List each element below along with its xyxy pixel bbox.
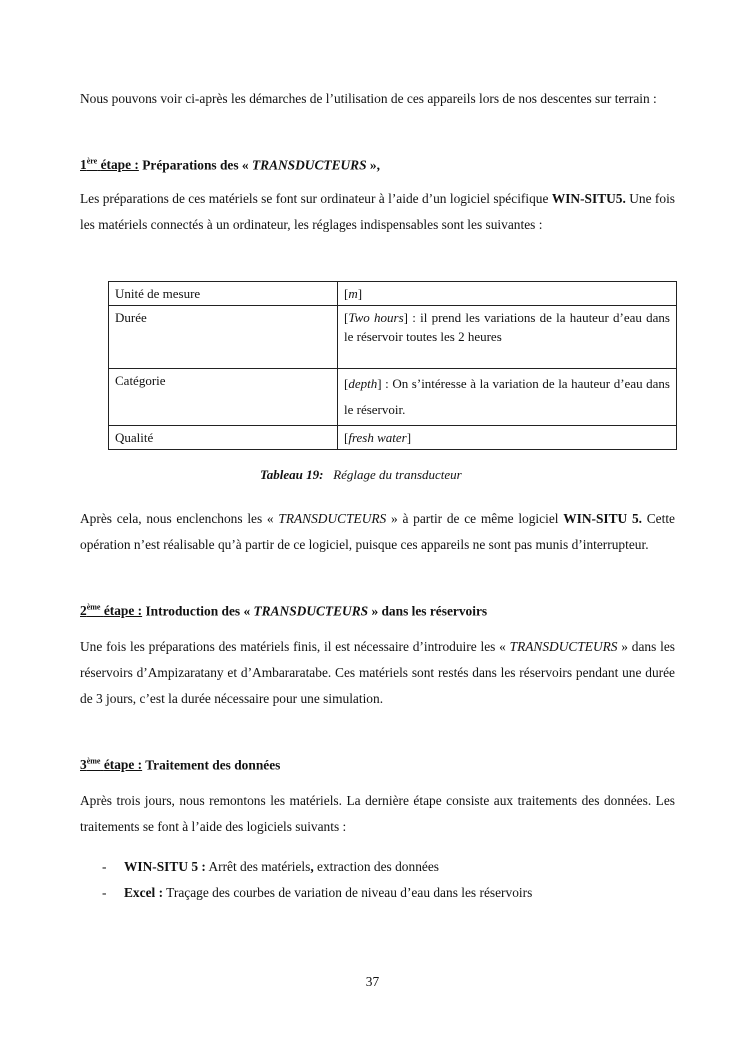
settings-table xyxy=(108,281,677,450)
table-row xyxy=(109,369,677,426)
table-row xyxy=(109,306,677,369)
table-cell-label: Qualité xyxy=(109,426,338,450)
table-cell-value: [m] xyxy=(338,282,677,306)
table-caption: Tableau 19: Réglage du transducteur xyxy=(260,467,462,482)
table-cell-label: Unité de mesure xyxy=(109,282,338,306)
step3-heading: 3ème étape : Traitement des données xyxy=(80,757,281,773)
step1-label: 1ère étape : xyxy=(80,157,139,173)
step2-label: 2ème étape : xyxy=(80,603,143,619)
list-item: - Excel : Traçage des courbes de variation de niveau d’eau dans les réservoirs xyxy=(102,885,533,900)
table-cell-value: [depth] : On s’intéresse à la variation de la hauteur d’eau dans le réservoir. xyxy=(338,369,677,426)
table-cell-label: Durée xyxy=(109,306,338,369)
step1-heading: 1ère étape : Préparations des « TRANSDUCTEURS », xyxy=(80,157,380,173)
table-cell-value: [Two hours] : il prend les variations de la hauteur d’eau dans le réservoir toutes les 2 heures xyxy=(338,306,677,369)
table-cell-label: Catégorie xyxy=(109,369,338,426)
paragraph-launch: Après cela, nous enclenchons les « TRANSDUCTEURS » à partir de ce même logiciel WIN-SITU 5. Cette opération n’est réalisable qu’à partir de ce logiciel, puisque ces appareils ne sont pas munis d’interrupteur. xyxy=(80,511,675,552)
step3-label: 3ème étape : xyxy=(80,757,143,773)
step2-heading: 2ème étape : Introduction des « TRANSDUCTEURS » dans les réservoirs xyxy=(80,603,488,619)
tools-list xyxy=(80,854,675,906)
list-item: - WIN-SITU 5 : Arrêt des matériels, extraction des données xyxy=(102,859,439,874)
intro-paragraph: Nous pouvons voir ci-après les démarches de l’utilisation de ces appareils lors de nos descentes sur terrain : xyxy=(80,91,657,106)
table-row xyxy=(109,426,677,450)
page-number: 37 xyxy=(365,974,380,989)
paragraph-introduction: Une fois les préparations des matériels finis, il est nécessaire d’introduire les « TRANSDUCTEURS » dans les réservoirs d’Ampizaratany et d’Ambararatabe. Ces matériels sont restés dans les réservoirs pendant une durée de 3 jours, c’est la durée nécessaire pour une simulation. xyxy=(80,639,675,706)
table-row xyxy=(109,282,677,306)
paragraph-processing: Après trois jours, nous remontons les matériels. La dernière étape consiste aux traitements des données. Les traitements se font à l’aide des logiciels suivants : xyxy=(80,793,675,834)
step1-paragraph: Les préparations de ces matériels se font sur ordinateur à l’aide d’un logiciel spécifique WIN-SITU5. Une fois les matériels connectés à un ordinateur, les réglages indispensables sont les suivantes : xyxy=(80,191,675,232)
table-cell-value: [fresh water] xyxy=(338,426,677,450)
